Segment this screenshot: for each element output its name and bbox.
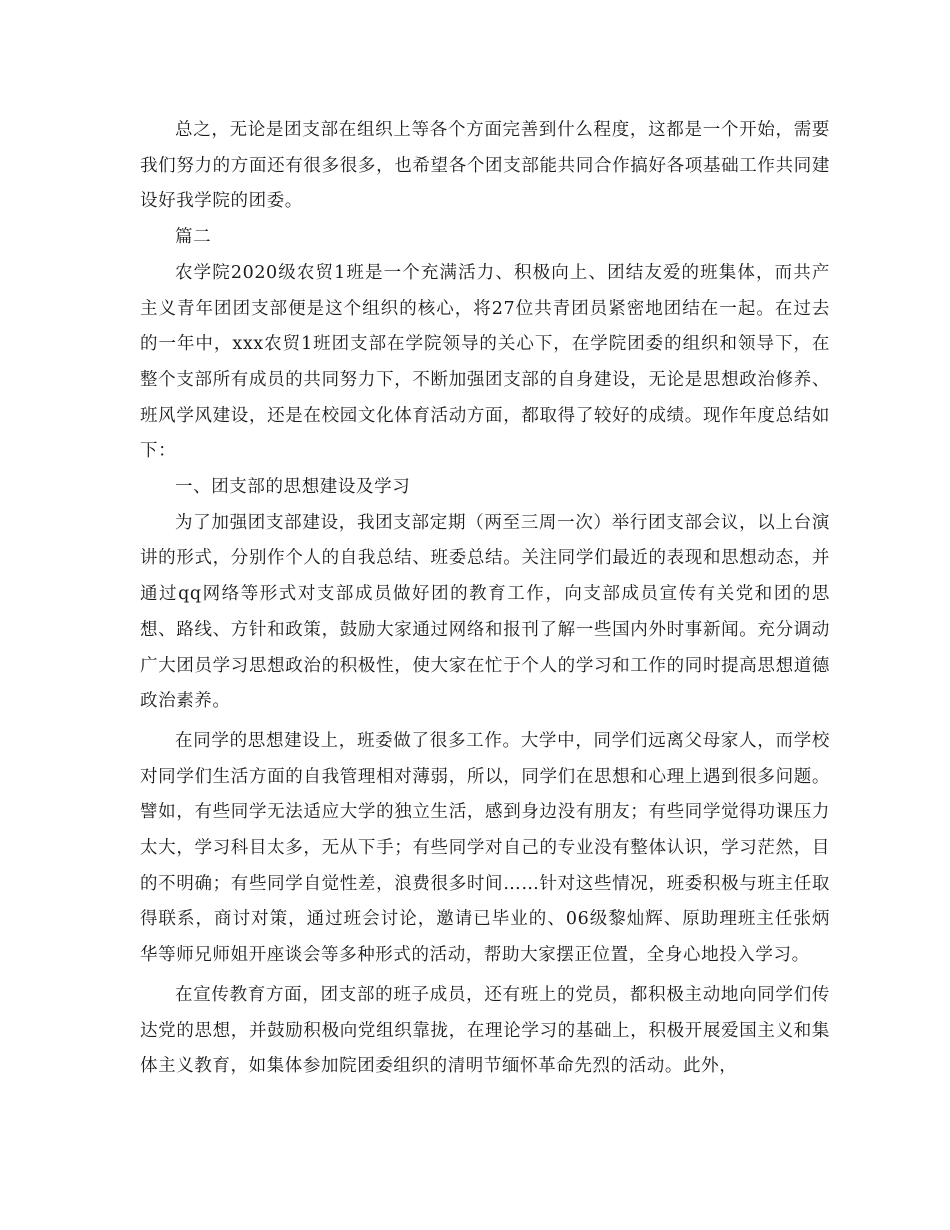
paragraph-publicity: 在宣传教育方面，团支部的班子成员，还有班上的党员，都积极主动地向同学们传达党的思想，并鼓励积极向党组织靠拢，在理论学习的基础上，积极开展爱国主义和集体主义教育，如集体参加院团委组织的清明节缅怀革命先烈的活动。此外， [140, 984, 830, 1077]
section-heading-ideology: 一、团支部的思想建设及学习 [175, 477, 411, 498]
paragraph-thought-building: 在同学的思想建设上，班委做了很多工作。大学中，同学们远离父母家人，而学校对同学们生活方面的自我管理相对薄弱，所以，同学们在思想和心理上遇到很多问题。譬如，有些同学无法适应大学的独立生活，感到身边没有朋友；有些同学觉得功课压力太大，学习科目太多，无从下手；有些同学对自己的专业没有整体认识，学习茫然，目的不明确；有些同学自觉性差，浪费很多时间……针对这些情况，班委积极与班主任取得联系，商讨对策，通过班会讨论，邀请已毕业的、06级黎灿辉、原助理班主任张炳华等师兄师姐开座谈会等多种形式的活动，帮助大家摆正位置，全身心地投入学习。 [140, 730, 830, 966]
paragraph-meetings: 为了加强团支部建设，我团支部定期（两至三周一次）举行团支部会议，以上台演讲的形式，分别作个人的自我总结、班委总结。关注同学们最近的表现和思想动态，并通过qq网络等形式对支部成员做好团的教育工作，向支部成员宣传有关党和团的思想、路线、方针和政策，鼓励大家通过网络和报刊了解一些国内外时事新闻。充分调动广大团员学习思想政治的积极性，使大家在忙于个人的学习和工作的同时提高思想道德政治素养。 [140, 512, 830, 712]
paragraph-class-intro: 农学院2020级农贸1班是一个充满活力、积极向上、团结友爱的班集体，而共产主义青年团团支部便是这个组织的核心，将27位共青团员紧密地团结在一起。在过去的一年中，xxx农贸1班团支部在学院领导的关心下，在学院团委的组织和领导下，在整个支部所有成员的共同努力下，不断加强团支部的自身建设，无论是思想政治修养、班风学风建设，还是在校园文化体育活动方面，都取得了较好的成绩。现作年度总结如下： [140, 262, 830, 462]
paragraph-conclusion: 总之，无论是团支部在组织上等各个方面完善到什么程度，这都是一个开始，需要我们努力的方面还有很多很多，也希望各个团支部能共同合作搞好各项基础工作共同建设好我学院的团委。 [140, 120, 830, 212]
document-body [140, 113, 830, 1085]
section-title-part-two: 篇二 [175, 227, 212, 248]
